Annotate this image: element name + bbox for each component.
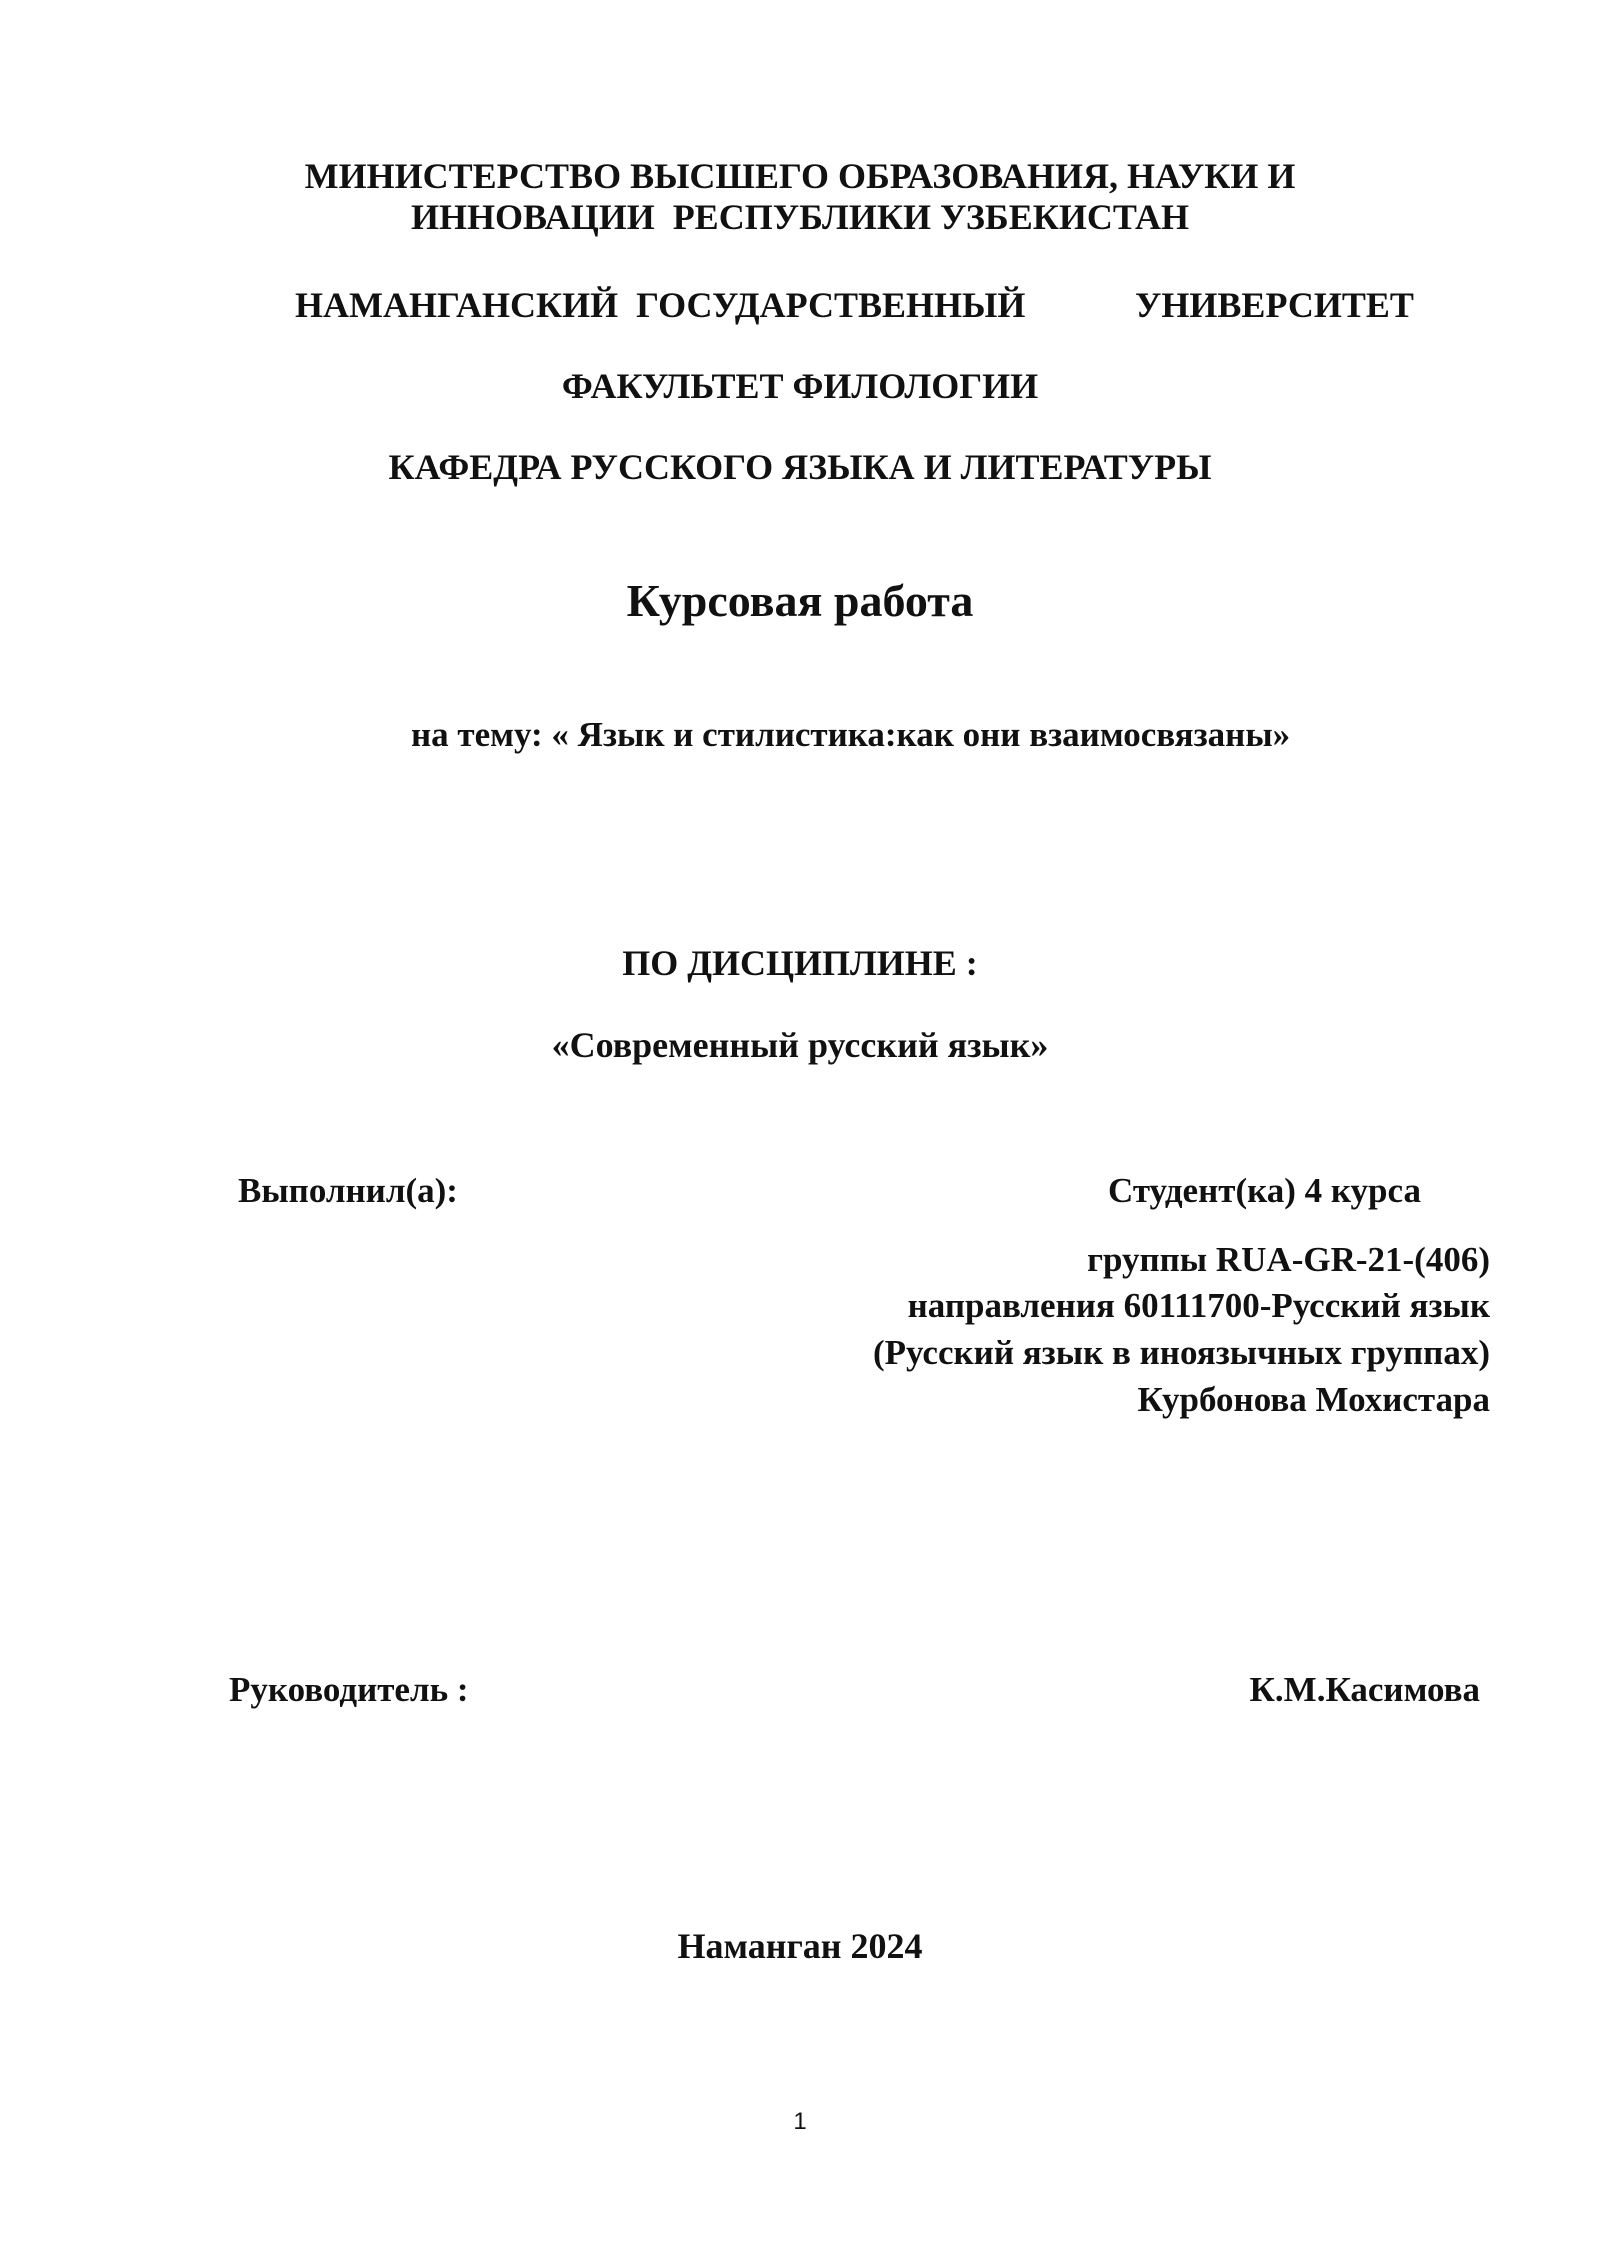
- university-name-left: НАМАНГАНСКИЙ ГОСУДАРСТВЕННЫЙ: [295, 285, 1026, 325]
- author-group: группы RUA-GR-21-(406): [1087, 1240, 1490, 1279]
- city-year: Наманган 2024: [677, 1926, 923, 1966]
- department-name: КАФЕДРА РУССКОГО ЯЗЫКА И ЛИТЕРАТУРЫ: [388, 447, 1212, 487]
- author-specialization: (Русский язык в иноязычных группах): [872, 1333, 1490, 1372]
- discipline-name: «Современный русский язык»: [551, 1025, 1049, 1065]
- faculty-name: ФАКУЛЬТЕТ ФИЛОЛОГИИ: [561, 366, 1039, 406]
- ministry-line-2: ИННОВАЦИИ РЕСПУБЛИКИ УЗБЕКИСТАН: [410, 197, 1190, 237]
- author-label: Выполнил(а):: [238, 1171, 458, 1210]
- work-type-title: Курсовая работа: [626, 575, 974, 626]
- university-name-right: УНИВЕРСИТЕТ: [1135, 285, 1414, 325]
- ministry-line-1: МИНИСТЕРСТВО ВЫСШЕГО ОБРАЗОВАНИЯ, НАУКИ И: [304, 156, 1296, 196]
- author-name: Курбонова Мохистара: [1137, 1380, 1490, 1419]
- supervisor-name: К.М.Касимова: [1249, 1670, 1480, 1709]
- work-topic: на тему: « Язык и стилистика:как они взаимосвязаны»: [411, 715, 1291, 754]
- supervisor-label: Руководитель :: [229, 1670, 469, 1709]
- author-course: Студент(ка) 4 курса: [1108, 1171, 1421, 1210]
- page-number: 1: [793, 2108, 807, 2135]
- author-direction: направления 60111700-Русский язык: [907, 1286, 1490, 1325]
- discipline-label: ПО ДИСЦИПЛИНЕ :: [622, 943, 978, 983]
